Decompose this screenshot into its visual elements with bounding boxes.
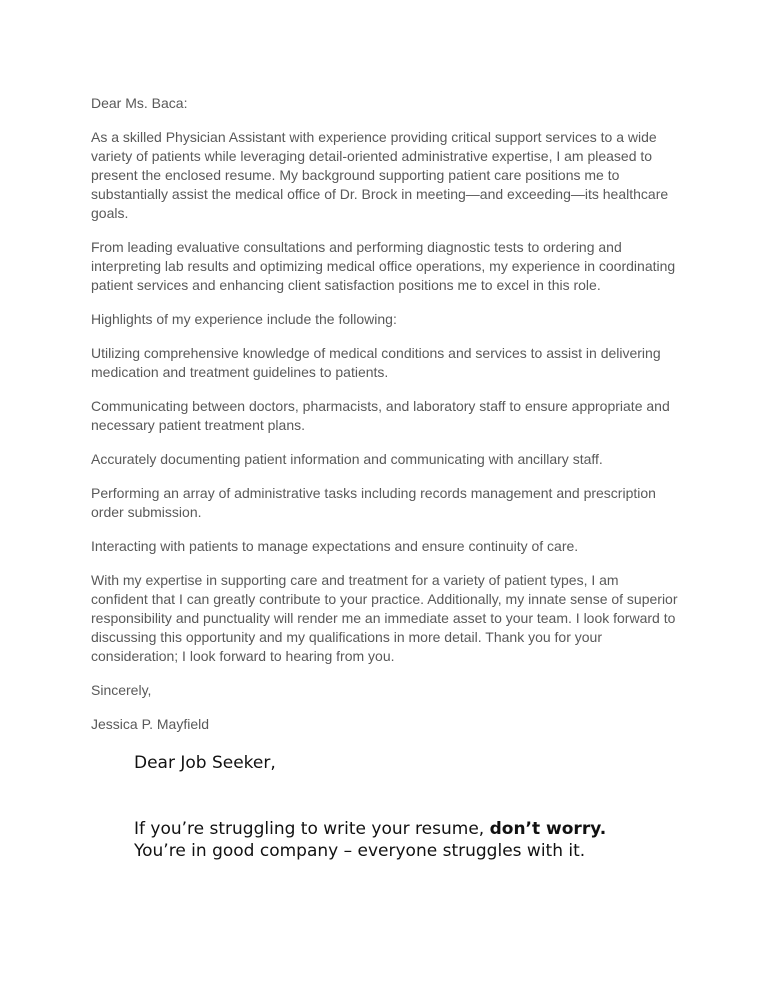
note-body xyxy=(134,818,654,862)
letter-paragraph: As a skilled Physician Assistant with experience providing critical support services to a wide variety of patients while leveraging detail-oriented administrative expertise, I am pleased to present the enclosed resume. My background supporting patient care positions me to substantially assist the medical office of Dr. Brock in meeting—and exceeding—its healthcare goals. xyxy=(91,129,669,221)
letter-paragraph: With my expertise in supporting care and treatment for a variety of patient types, I am confident that I can greatly contribute to your practice. Additionally, my innate sense of superior responsibility and punctuality will render me an immediate asset to your team. I look forward to discussing this opportunity and my qualifications in more detail. Thank you for your consideration; I look forward to hearing from you. xyxy=(91,572,678,664)
signature: Jessica P. Mayfield xyxy=(91,716,210,732)
letter-paragraph: Communicating between doctors, pharmacists, and laboratory staff to ensure appropriate and necessary patient treatment plans. xyxy=(91,398,670,433)
note-line2-text: You’re in good company – everyone struggles with it. xyxy=(134,841,586,861)
letter-paragraph: Performing an array of administrative tasks including records management and prescription order submission. xyxy=(91,485,656,520)
letter-paragraph: From leading evaluative consultations and performing diagnostic tests to ordering and interpreting lab results and optimizing medical office operations, my experience in coordinating patient services and enhancing client satisfaction positions me to excel in this role. xyxy=(91,239,676,293)
letter-paragraph: Highlights of my experience include the following: xyxy=(91,311,397,327)
note-greeting: Dear Job Seeker, xyxy=(134,753,276,773)
letter-paragraph: Interacting with patients to manage expectations and ensure continuity of care. xyxy=(91,538,579,554)
note-bold-emphasis: don’t worry. xyxy=(489,819,607,839)
closing: Sincerely, xyxy=(91,682,152,698)
letter-paragraph: Accurately documenting patient information and communicating with ancillary staff. xyxy=(91,451,603,467)
job-seeker-note xyxy=(134,752,654,862)
note-line1-text: If you’re struggling to write your resume, xyxy=(134,819,490,839)
letter-paragraph: Utilizing comprehensive knowledge of medical conditions and services to assist in delivering medication and treatment guidelines to patients. xyxy=(91,345,661,380)
salutation: Dear Ms. Baca: xyxy=(91,95,188,111)
cover-letter xyxy=(91,94,679,734)
